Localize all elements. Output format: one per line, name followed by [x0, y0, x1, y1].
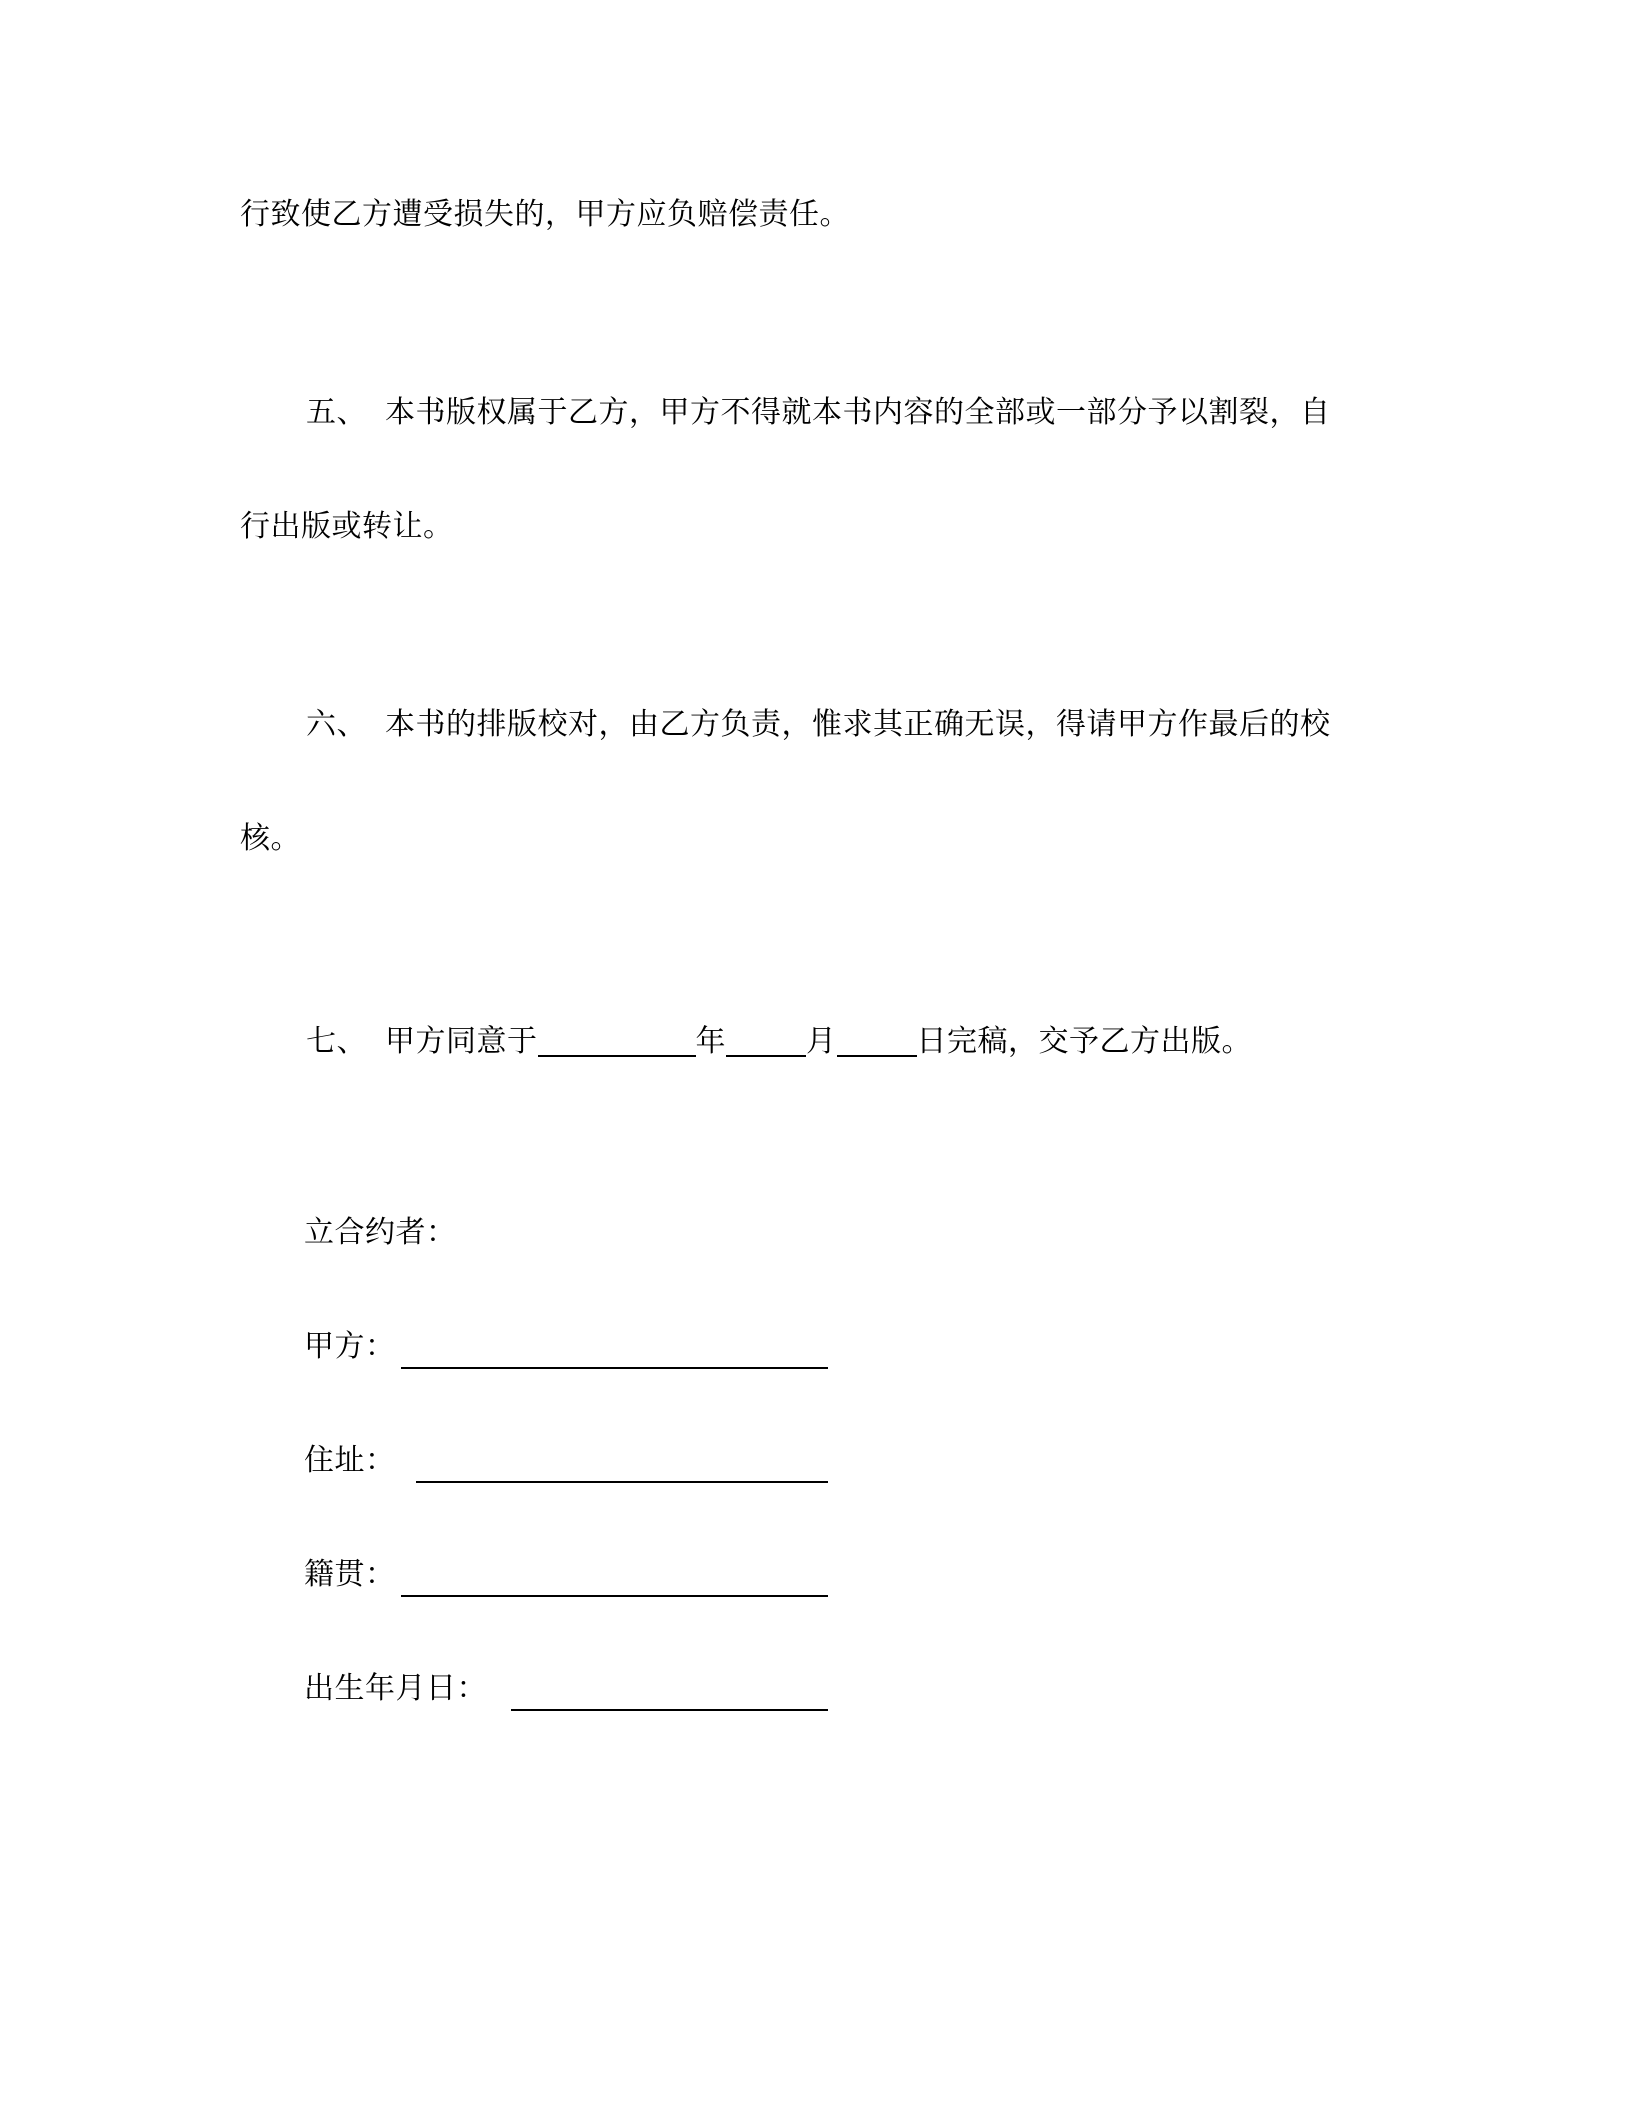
year-label: 年: [695, 1024, 726, 1059]
clause-6-line1: [306, 705, 1331, 745]
signatories-heading: 立合约者：: [304, 1215, 457, 1250]
clause-5-line1: [306, 393, 1331, 433]
party-a-field[interactable]: [401, 1367, 828, 1369]
clause-4-tail: 行致使乙方遭受损失的，甲方应负赔偿责任。: [240, 197, 850, 232]
birthdate-label: 出生年月日：: [304, 1671, 487, 1706]
native-place-field[interactable]: [401, 1595, 828, 1597]
clause-5-number: 五、: [306, 395, 367, 430]
clause-5-line2: 行出版或转让。: [240, 509, 454, 544]
year-blank[interactable]: [538, 1023, 696, 1057]
clause-5-text: 本书版权属于乙方，甲方不得就本书内容的全部或一部分予以割裂，自: [385, 395, 1331, 430]
clause-6-text: 本书的排版校对，由乙方负责，惟求其正确无误，得请甲方作最后的校: [385, 707, 1331, 742]
clause-7-number: 七、: [306, 1024, 367, 1059]
clause-7-line: [306, 1017, 1252, 1062]
birthdate-field[interactable]: [511, 1709, 828, 1711]
native-place-label: 籍贯：: [304, 1557, 396, 1592]
address-label: 住址：: [304, 1443, 396, 1478]
party-a-label: 甲方：: [304, 1329, 396, 1364]
clause-6-number: 六、: [306, 707, 367, 742]
month-label: 月: [806, 1024, 837, 1059]
address-field[interactable]: [416, 1481, 828, 1483]
day-suffix: 日完稿，交予乙方出版。: [916, 1024, 1252, 1059]
clause-6-line2: 核。: [240, 821, 301, 856]
clause-7-prefix: 甲方同意于: [385, 1024, 538, 1059]
month-blank[interactable]: [726, 1023, 806, 1057]
day-blank[interactable]: [837, 1023, 917, 1057]
